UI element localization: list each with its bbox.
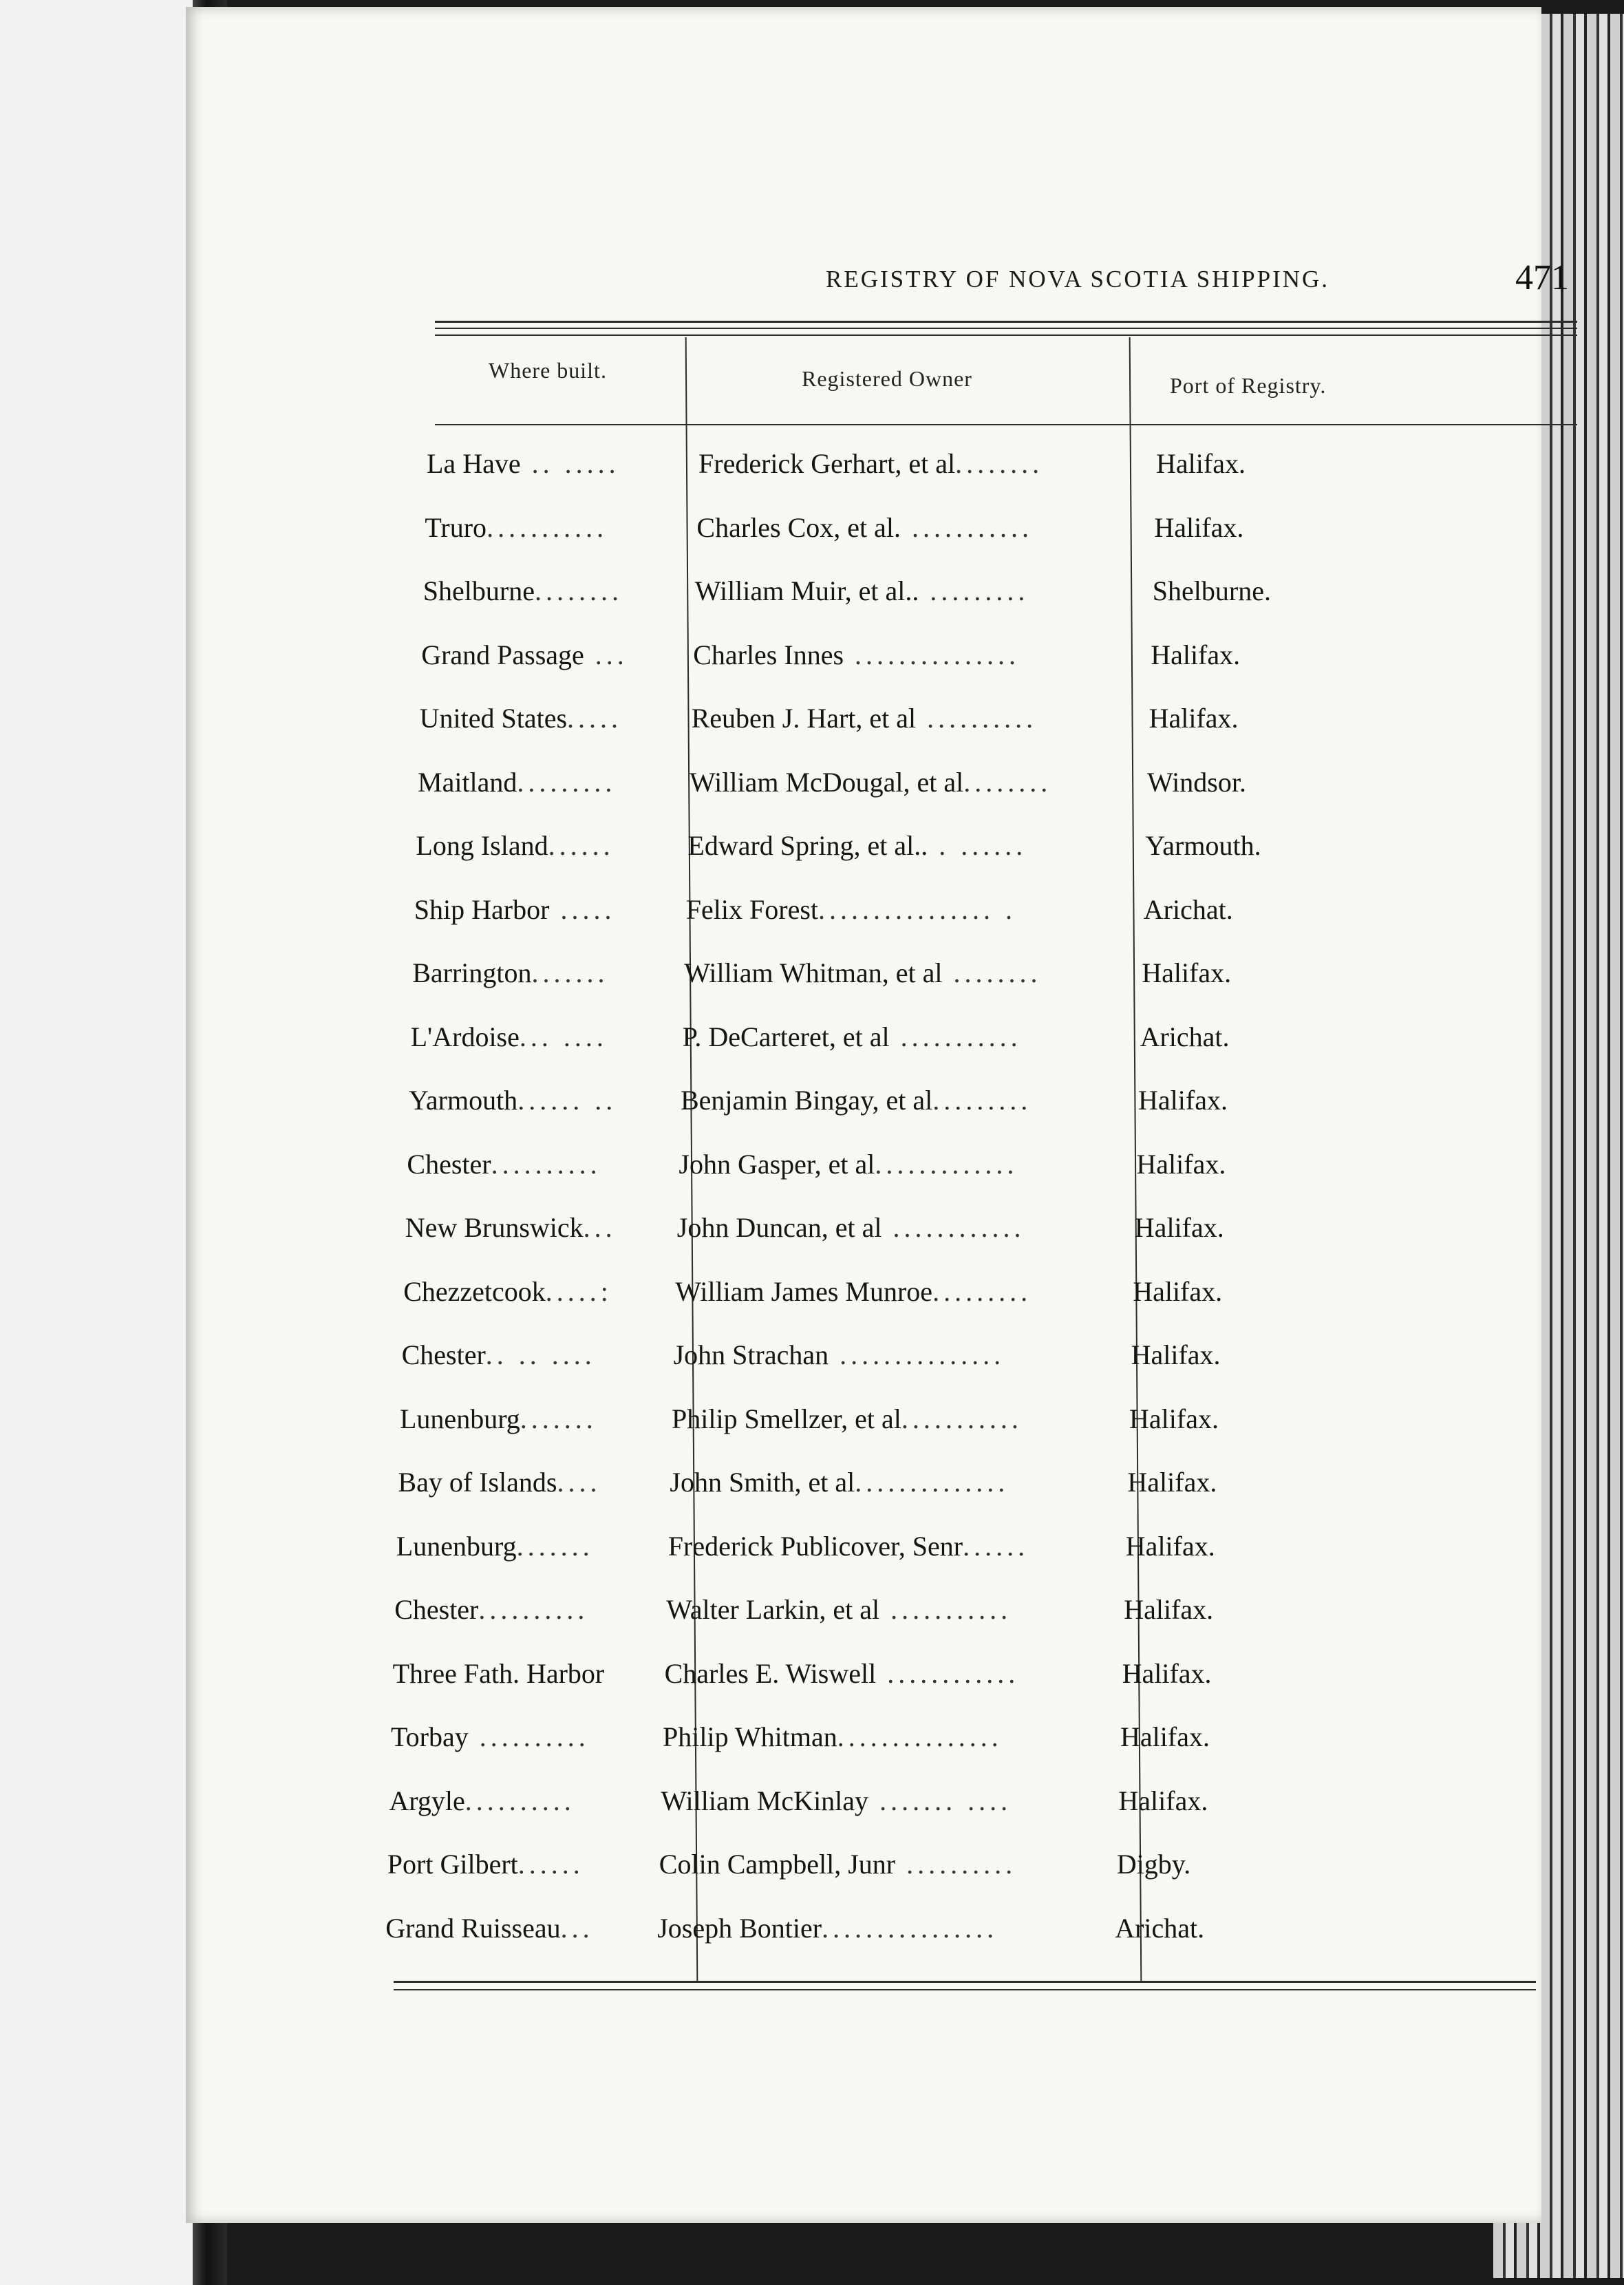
registered-owner-text: William James Munroe — [675, 1275, 933, 1307]
port-of-registry-text: Windsor. — [1147, 766, 1246, 798]
port-of-registry-cell — [1131, 1339, 1338, 1371]
registered-owner-cell — [661, 1785, 1101, 1817]
where-built-cell — [409, 1084, 674, 1116]
port-of-registry-text: Halifax. — [1133, 1275, 1223, 1307]
registered-owner-cell — [659, 1848, 1100, 1880]
where-built-text: Ship Harbor — [414, 893, 550, 925]
table-row — [393, 1657, 1356, 1712]
dot-leader: ........ — [942, 957, 1042, 988]
dot-leader: . ...... — [928, 830, 1027, 861]
table-row — [416, 829, 1379, 884]
table-row — [414, 893, 1378, 948]
dot-leader: ......... — [932, 1275, 1032, 1307]
port-of-registry-cell — [1144, 893, 1350, 926]
registered-owner-cell — [698, 447, 1139, 480]
top-rule-3 — [435, 334, 1577, 336]
port-of-registry-text: Halifax. — [1129, 1403, 1219, 1434]
port-of-registry-text: Shelburne. — [1152, 575, 1271, 606]
table-row — [425, 511, 1388, 566]
registered-owner-text: William Muir, et al.. — [694, 575, 919, 606]
registered-owner-text: John Duncan, et al — [676, 1212, 882, 1243]
port-of-registry-text: Halifax. — [1151, 639, 1241, 670]
registered-owner-text: Frederick Gerhart, et al — [698, 448, 956, 479]
registered-owner-text: Walter Larkin, et al — [666, 1594, 880, 1625]
registered-owner-cell — [675, 1275, 1115, 1308]
port-of-registry-cell — [1129, 1403, 1336, 1435]
registered-owner-cell — [683, 1021, 1123, 1053]
dot-leader: .... — [557, 1467, 601, 1498]
where-built-cell — [405, 1211, 670, 1244]
dot-leader: ........ — [963, 766, 1052, 798]
where-built-text: Chester — [401, 1339, 486, 1370]
port-of-registry-text: Arichat. — [1143, 893, 1233, 925]
dot-leader: ......... — [932, 1085, 1032, 1116]
dot-leader: .............. — [855, 1467, 1009, 1498]
table-row — [396, 1530, 1360, 1585]
dot-leader: ... — [560, 1912, 594, 1944]
registered-owner-cell — [670, 1466, 1110, 1498]
registered-owner-cell — [686, 893, 1126, 926]
page-number: 471 — [1515, 258, 1569, 297]
where-built-text: Torbay — [391, 1721, 469, 1752]
dot-leader: ....... .... — [868, 1785, 1012, 1816]
port-of-registry-cell — [1127, 1466, 1334, 1498]
port-of-registry-text: Arichat. — [1115, 1912, 1205, 1944]
registered-owner-text: Frederick Publicover, Senr — [667, 1530, 963, 1562]
registered-owner-text: John Strachan — [673, 1339, 829, 1370]
registered-owner-cell — [674, 1339, 1114, 1371]
where-built-cell — [421, 639, 686, 671]
port-of-registry-cell — [1115, 1912, 1321, 1944]
dot-leader: ..... — [549, 893, 616, 925]
table-row — [389, 1785, 1352, 1840]
where-built-cell — [391, 1721, 656, 1753]
port-of-registry-cell — [1136, 1148, 1343, 1180]
where-built-cell — [389, 1785, 654, 1817]
port-of-registry-cell — [1124, 1593, 1330, 1626]
dot-leader: ...... .. — [517, 1085, 617, 1116]
where-built-cell — [402, 1339, 667, 1371]
dot-leader: .......... — [478, 1594, 589, 1625]
port-of-registry-text: Arichat. — [1140, 1021, 1230, 1052]
where-built-cell — [416, 829, 681, 862]
table-row — [421, 639, 1385, 694]
port-of-registry-text: Digby. — [1116, 1849, 1191, 1880]
registered-owner-text: P. DeCarteret, et al — [682, 1021, 890, 1052]
registered-owner-cell — [684, 957, 1124, 989]
dot-leader: ..... — [567, 703, 623, 734]
port-of-registry-cell — [1120, 1721, 1327, 1753]
port-of-registry-text: Halifax. — [1124, 1594, 1214, 1625]
where-built-cell — [407, 1148, 672, 1180]
where-built-text: Three Fath. Harbor — [392, 1657, 605, 1689]
dot-leader: ...... — [548, 830, 615, 861]
where-built-cell — [400, 1403, 665, 1435]
where-built-text: Lunenburg — [396, 1530, 517, 1562]
where-built-text: Port Gilbert — [387, 1849, 518, 1880]
registered-owner-cell — [692, 702, 1132, 734]
table-row — [423, 575, 1387, 630]
table-row — [402, 1339, 1365, 1394]
port-of-registry-cell — [1156, 447, 1363, 480]
port-of-registry-cell — [1118, 1785, 1325, 1817]
port-of-registry-cell — [1151, 639, 1357, 671]
registered-owner-cell — [668, 1530, 1109, 1562]
port-of-registry-cell — [1133, 1275, 1339, 1308]
dot-leader: .......... — [464, 1785, 575, 1816]
registered-owner-cell — [696, 511, 1137, 544]
dot-leader: ....... — [531, 957, 609, 988]
port-of-registry-cell — [1126, 1530, 1332, 1562]
table-row — [420, 702, 1383, 757]
where-built-cell — [418, 766, 683, 798]
dot-leader: ........... — [901, 511, 1033, 543]
dot-leader: ................ . — [818, 893, 1017, 925]
bottom-rule-2 — [394, 1989, 1536, 1990]
where-built-text: Shelburne — [423, 575, 535, 606]
table-row — [398, 1466, 1361, 1521]
where-built-cell — [411, 1021, 676, 1053]
port-of-registry-cell — [1135, 1211, 1341, 1244]
dot-leader: ........... — [889, 1021, 1022, 1052]
port-of-registry-text: Halifax. — [1156, 448, 1246, 479]
registered-owner-text: Colin Campbell, Junr — [659, 1849, 896, 1880]
port-of-registry-cell — [1138, 1084, 1345, 1116]
where-built-text: Grand Ruisseau — [385, 1912, 561, 1944]
where-built-text: United States — [419, 703, 568, 734]
port-of-registry-text: Halifax. — [1118, 1785, 1208, 1816]
table-row — [394, 1593, 1358, 1648]
dot-leader: ............... — [837, 1721, 1003, 1752]
registered-owner-text: Charles Innes — [693, 639, 844, 670]
where-built-cell — [412, 957, 677, 989]
port-of-registry-text: Halifax. — [1148, 703, 1239, 734]
where-built-text: New Brunswick — [405, 1212, 584, 1243]
dot-leader: .. ..... — [520, 448, 620, 479]
registered-owner-text: Reuben J. Hart, et al — [691, 703, 917, 734]
where-built-text: Argyle — [389, 1785, 465, 1816]
where-built-cell — [398, 1466, 663, 1498]
registered-owner-cell — [679, 1148, 1119, 1180]
registered-owner-text: Charles Cox, et al. — [696, 511, 901, 543]
bottom-rule-1 — [394, 1981, 1536, 1983]
table-row — [385, 1912, 1349, 1967]
dot-leader: ........... — [879, 1594, 1012, 1625]
registered-owner-cell — [663, 1721, 1103, 1753]
dot-leader: ........... — [901, 1403, 1023, 1434]
where-built-cell — [414, 893, 679, 926]
dot-leader: ....... — [520, 1403, 597, 1434]
registered-owner-text: Philip Whitman — [663, 1721, 837, 1752]
port-of-registry-text: Halifax. — [1131, 1339, 1221, 1370]
port-of-registry-cell — [1117, 1848, 1323, 1880]
dot-leader: .......... — [895, 1849, 1017, 1880]
where-built-text: Truro — [425, 511, 487, 543]
dot-leader: ... — [584, 639, 628, 670]
port-of-registry-text: Halifax. — [1154, 511, 1244, 543]
where-built-text: La Have — [427, 448, 521, 479]
where-built-cell — [385, 1912, 650, 1944]
where-built-text: Grand Passage — [421, 639, 584, 670]
registered-owner-text: William Whitman, et al — [684, 957, 943, 988]
column-heading-registered-owner: Registered Owner — [802, 366, 972, 391]
port-of-registry-text: Halifax. — [1142, 957, 1232, 988]
dot-leader: ......... — [517, 766, 617, 798]
dot-leader: .......... — [916, 703, 1038, 734]
top-rule-2 — [435, 328, 1577, 329]
column-heading-where-built: Where built. — [489, 358, 607, 383]
where-built-text: L'Ardoise — [410, 1021, 520, 1052]
port-of-registry-cell — [1147, 766, 1354, 798]
dot-leader: ........ — [955, 448, 1044, 479]
registered-owner-cell — [665, 1657, 1105, 1690]
dot-leader: .......... — [468, 1721, 590, 1752]
dot-leader: .....: — [545, 1275, 612, 1307]
port-of-registry-cell — [1149, 702, 1356, 734]
registered-owner-cell — [687, 829, 1128, 862]
table-row — [387, 1848, 1351, 1903]
where-built-cell — [403, 1275, 668, 1308]
where-built-text: Lunenburg — [400, 1403, 520, 1434]
top-rule-1 — [435, 321, 1577, 323]
registered-owner-text: Charles E. Wiswell — [664, 1657, 877, 1689]
dot-leader: ....... — [516, 1530, 594, 1562]
where-built-text: Chester — [394, 1594, 479, 1625]
facing-page — [0, 0, 193, 2285]
dot-leader: ............... — [844, 639, 1021, 670]
table-row — [400, 1403, 1363, 1458]
port-of-registry-text: Yarmouth. — [1145, 830, 1261, 861]
dot-leader: ............... — [829, 1339, 1005, 1370]
where-built-cell — [393, 1657, 658, 1690]
dot-leader: ................ — [822, 1912, 998, 1944]
registered-owner-cell — [690, 766, 1130, 798]
port-of-registry-text: Halifax. — [1122, 1657, 1212, 1689]
registered-owner-text: Benjamin Bingay, et al — [681, 1085, 933, 1116]
registered-owner-cell — [681, 1084, 1121, 1116]
dot-leader: ............. — [875, 1148, 1018, 1180]
heading-rule — [435, 424, 1577, 425]
dot-leader: .......... — [491, 1148, 601, 1180]
port-of-registry-cell — [1142, 957, 1348, 989]
registered-owner-text: Edward Spring, et al.. — [687, 830, 928, 861]
registered-owner-text: Felix Forest — [685, 893, 819, 925]
registered-owner-text: John Gasper, et al — [679, 1148, 875, 1180]
dot-leader: ...... — [963, 1530, 1029, 1562]
book-page — [186, 7, 1569, 2223]
dot-leader: ........... — [487, 511, 608, 543]
port-of-registry-cell — [1153, 575, 1359, 607]
table-row — [391, 1721, 1354, 1776]
registered-owner-cell — [677, 1211, 1118, 1244]
port-of-registry-text: Halifax. — [1134, 1212, 1224, 1243]
registered-owner-text: Philip Smellzer, et al — [672, 1403, 901, 1434]
where-built-cell — [420, 702, 685, 734]
dot-leader: .. .. .... — [485, 1339, 596, 1370]
table-row — [409, 1084, 1372, 1139]
registered-owner-cell — [672, 1403, 1112, 1435]
registered-owner-cell — [666, 1593, 1107, 1626]
where-built-cell — [427, 447, 692, 480]
dot-leader: ...... — [517, 1849, 584, 1880]
where-built-text: Maitland — [418, 766, 517, 798]
port-of-registry-text: Halifax. — [1136, 1148, 1226, 1180]
registered-owner-cell — [693, 639, 1133, 671]
running-head: REGISTRY OF NOVA SCOTIA SHIPPING. — [826, 266, 1330, 293]
table-row — [427, 447, 1390, 502]
dot-leader: ... .... — [519, 1021, 608, 1052]
dot-leader: ... — [583, 1212, 617, 1243]
where-built-cell — [387, 1848, 652, 1880]
where-built-cell — [394, 1593, 659, 1626]
port-of-registry-cell — [1154, 511, 1360, 544]
column-heading-port-of-registry: Port of Registry. — [1170, 373, 1327, 398]
registered-owner-text: William McDougal, et al — [690, 766, 964, 798]
where-built-text: Yarmouth — [409, 1085, 518, 1116]
where-built-text: Long Island — [416, 830, 548, 861]
port-of-registry-cell — [1122, 1657, 1329, 1690]
table-row — [412, 957, 1376, 1012]
where-built-text: Bay of Islands — [398, 1467, 557, 1498]
table-row — [405, 1211, 1369, 1266]
port-of-registry-text: Halifax. — [1127, 1467, 1217, 1498]
port-of-registry-cell — [1140, 1021, 1347, 1053]
dot-leader: ......... — [919, 575, 1029, 606]
registered-owner-text: John Smith, et al — [670, 1467, 855, 1498]
table-row — [407, 1148, 1370, 1203]
table-row — [403, 1275, 1367, 1330]
page-header — [791, 258, 1596, 311]
port-of-registry-text: Halifax. — [1138, 1085, 1228, 1116]
registered-owner-cell — [695, 575, 1135, 607]
table-row — [418, 766, 1381, 821]
where-built-text: Chester — [407, 1148, 491, 1180]
registered-owner-text: William McKinlay — [661, 1785, 869, 1816]
dot-leader: ........ — [534, 575, 623, 606]
dot-leader: ............ — [882, 1212, 1025, 1243]
dot-leader: ............ — [876, 1657, 1020, 1689]
where-built-cell — [425, 511, 690, 544]
where-built-text: Barrington — [412, 957, 532, 988]
where-built-cell — [423, 575, 688, 607]
port-of-registry-text: Halifax. — [1125, 1530, 1215, 1562]
table-row — [411, 1021, 1374, 1076]
where-built-text: Chezzetcook — [403, 1275, 546, 1307]
where-built-cell — [396, 1530, 661, 1562]
registered-owner-text: Joseph Bontier — [657, 1912, 822, 1944]
registered-owner-cell — [657, 1912, 1098, 1944]
port-of-registry-cell — [1145, 829, 1351, 862]
port-of-registry-text: Halifax. — [1120, 1721, 1210, 1752]
